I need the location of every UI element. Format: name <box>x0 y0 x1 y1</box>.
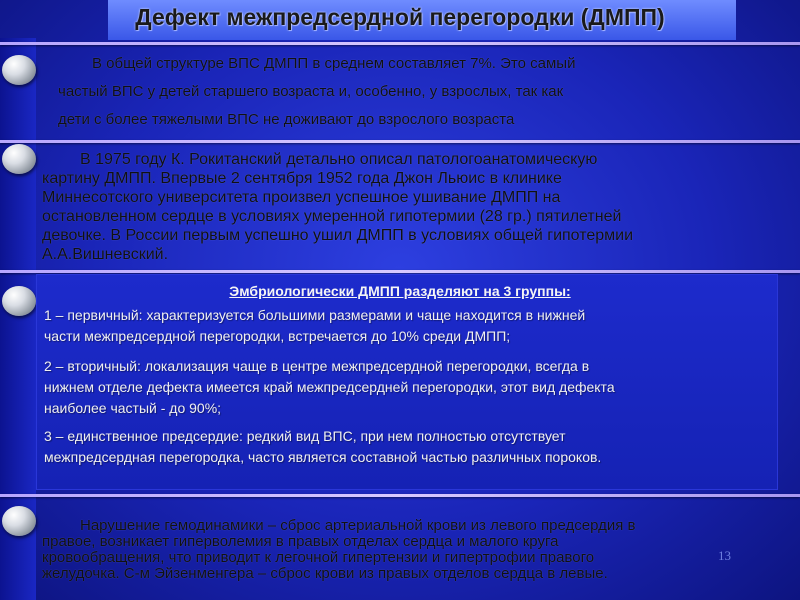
text-line: наиболее частый - до 90%; <box>44 400 222 416</box>
divider-4 <box>0 494 800 497</box>
text-line: желудочка. С-м Эйзенменгера – сброс крови из правых отделов сердца в левые. <box>42 565 608 582</box>
paragraph-statistics <box>58 50 758 134</box>
text-line: девочке. В России первым успешно ушил ДМПП в условиях общей гипотермии <box>42 227 634 244</box>
bullet-icon <box>2 55 36 85</box>
text-line: В 1975 году К. Рокитанский детально описал патологоанатомическую <box>80 151 598 168</box>
text-line: остановленном сердце в условиях умеренной гипотермии (28 гр.) пятилетней <box>42 208 622 225</box>
group-secondary <box>44 356 764 419</box>
group-single-atrium <box>44 426 764 468</box>
paragraph-hemodynamics <box>42 518 762 582</box>
text-line: В общей структуре ВПС ДМПП в среднем составляет 7%. Это самый <box>92 55 576 72</box>
divider-3 <box>0 270 800 273</box>
text-line: картину ДМПП. Впервые 2 сентября 1952 года Джон Льюис в клинике <box>42 170 562 187</box>
text-line: кровообращения, что приводит к легочной гипертензии и гипертрофии правого <box>42 549 595 566</box>
slide-title: Дефект межпредсердной перегородки (ДМПП) <box>135 4 665 30</box>
text-line: 1 – первичный: характеризуется большими размерами и чаще находится в нижней <box>44 307 586 323</box>
divider-2 <box>0 140 800 143</box>
text-line: правое, возникает гиперволемия в правых отделах сердца и малого круга <box>42 533 559 550</box>
text-line: частый ВПС у детей старшего возраста и, особенно, у взрослых, так как <box>58 83 564 100</box>
embryology-heading: Эмбриологически ДМПП разделяют на 3 группы: <box>229 283 571 299</box>
text-line: межпредсердная перегородка, часто является составной частью различных пороков. <box>44 449 602 465</box>
paragraph-history <box>42 150 782 264</box>
text-line: Миннесотского университета произвел успешное ушивание ДМПП на <box>42 189 561 206</box>
divider-top <box>0 42 800 45</box>
text-line: дети с более тяжелыми ВПС не доживают до взрослого возраста <box>58 111 515 128</box>
text-line: 2 – вторичный: локализация чаще в центре межпредсердной перегородки, всегда в <box>44 358 590 374</box>
text-line: 3 – единственное предсердие: редкий вид ВПС, при нем полностью отсутствует <box>44 428 566 444</box>
text-line: Нарушение гемодинамики – сброс артериальной крови из левого предсердия в <box>80 517 636 534</box>
group-primary <box>44 305 764 347</box>
text-line: части межпредсердной перегородки, встречается до 10% среди ДМПП; <box>44 328 511 344</box>
text-line: А.А.Вишневский. <box>42 246 169 263</box>
bullet-icon <box>2 506 36 536</box>
page-number: 13 <box>718 548 731 563</box>
text-line: нижнем отделе дефекта имеется край межпредсердней перегородки, этот вид дефекта <box>44 379 615 395</box>
bullet-icon <box>2 144 36 174</box>
